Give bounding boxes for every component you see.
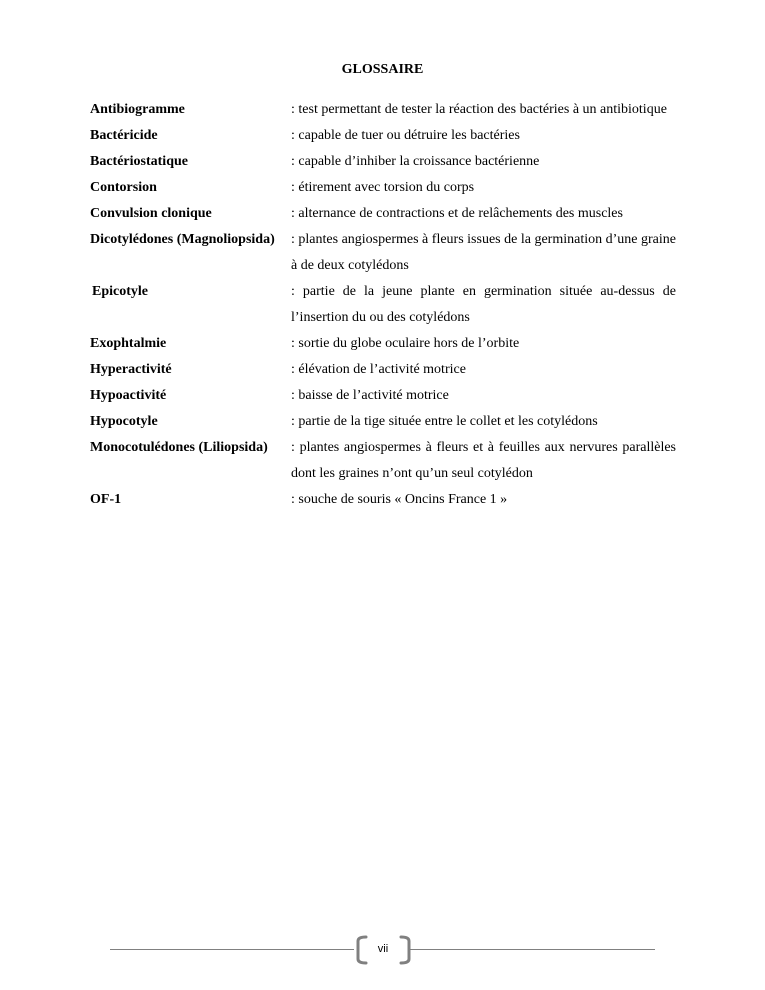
glossary-definition: : souche de souris « Oncins France 1 » [291, 492, 508, 507]
page-number: vii [377, 943, 389, 955]
glossary-entry [90, 357, 676, 383]
glossary-definition: : test permettant de tester la réaction des bactéries à un antibiotique [291, 102, 667, 117]
glossary-definition: : élévation de l’activité motrice [291, 362, 466, 377]
footer-rule-left [110, 949, 354, 950]
glossary-term: Contorsion [90, 180, 157, 195]
glossary-term: Hyperactivité [90, 362, 172, 377]
glossary-entry [90, 487, 676, 513]
glossary-term: Hypoactivité [90, 388, 167, 403]
glossary-term: Exophtalmie [90, 336, 167, 351]
glossary-entry [90, 227, 676, 279]
glossary-definition: : capable d’inhiber la croissance bactérienne [291, 154, 540, 169]
glossary-entry [90, 97, 676, 123]
glossary-term: Bactéricide [90, 128, 158, 143]
glossary-entry [90, 279, 676, 331]
glossary-definition: : partie de la jeune plante en germination située au-dessus de l’insertion du ou des cotylédons [291, 284, 676, 325]
glossary-definition: : partie de la tige située entre le collet et les cotylédons [291, 414, 598, 429]
glossary-term: OF-1 [90, 492, 122, 507]
glossary-term: Antibiogramme [90, 102, 185, 117]
glossary-term: Convulsion clonique [90, 206, 212, 221]
glossary-entry [90, 331, 676, 357]
glossary-entry [90, 435, 676, 487]
glossary-definition: : capable de tuer ou détruire les bactéries [291, 128, 520, 143]
glossary-definition: : baisse de l’activité motrice [291, 388, 449, 403]
page-title: GLOSSAIRE [341, 62, 424, 77]
page-footer [110, 935, 655, 965]
glossary-definition: : sortie du globe oculaire hors de l’orbite [291, 336, 520, 351]
glossary-definition: : plantes angiospermes à fleurs et à feuilles aux nervures parallèles dont les graines n’ont qu’un seul cotylédon [291, 440, 676, 481]
right-brace-icon [397, 935, 415, 965]
glossary-list [90, 97, 676, 513]
glossary-entry [90, 149, 676, 175]
glossary-definition: : étirement avec torsion du corps [291, 180, 475, 195]
glossary-entry [90, 175, 676, 201]
glossary-term: Monocotulédones (Liliopsida) [90, 440, 268, 455]
glossary-term: Epicotyle [92, 284, 148, 299]
glossary-term: Bactériostatique [90, 154, 188, 169]
glossary-entry [90, 123, 676, 149]
glossary-term: Hypocotyle [90, 414, 158, 429]
glossary-entry [90, 201, 676, 227]
glossary-entry [90, 383, 676, 409]
footer-rule-right [410, 949, 655, 950]
glossary-entry [90, 409, 676, 435]
glossary-definition: : plantes angiospermes à fleurs issues de la germination d’une graine à de deux cotylédons [291, 232, 676, 273]
glossary-definition: : alternance de contractions et de relâchements des muscles [291, 206, 623, 221]
glossary-term: Dicotylédones (Magnoliopsida) [90, 232, 275, 247]
